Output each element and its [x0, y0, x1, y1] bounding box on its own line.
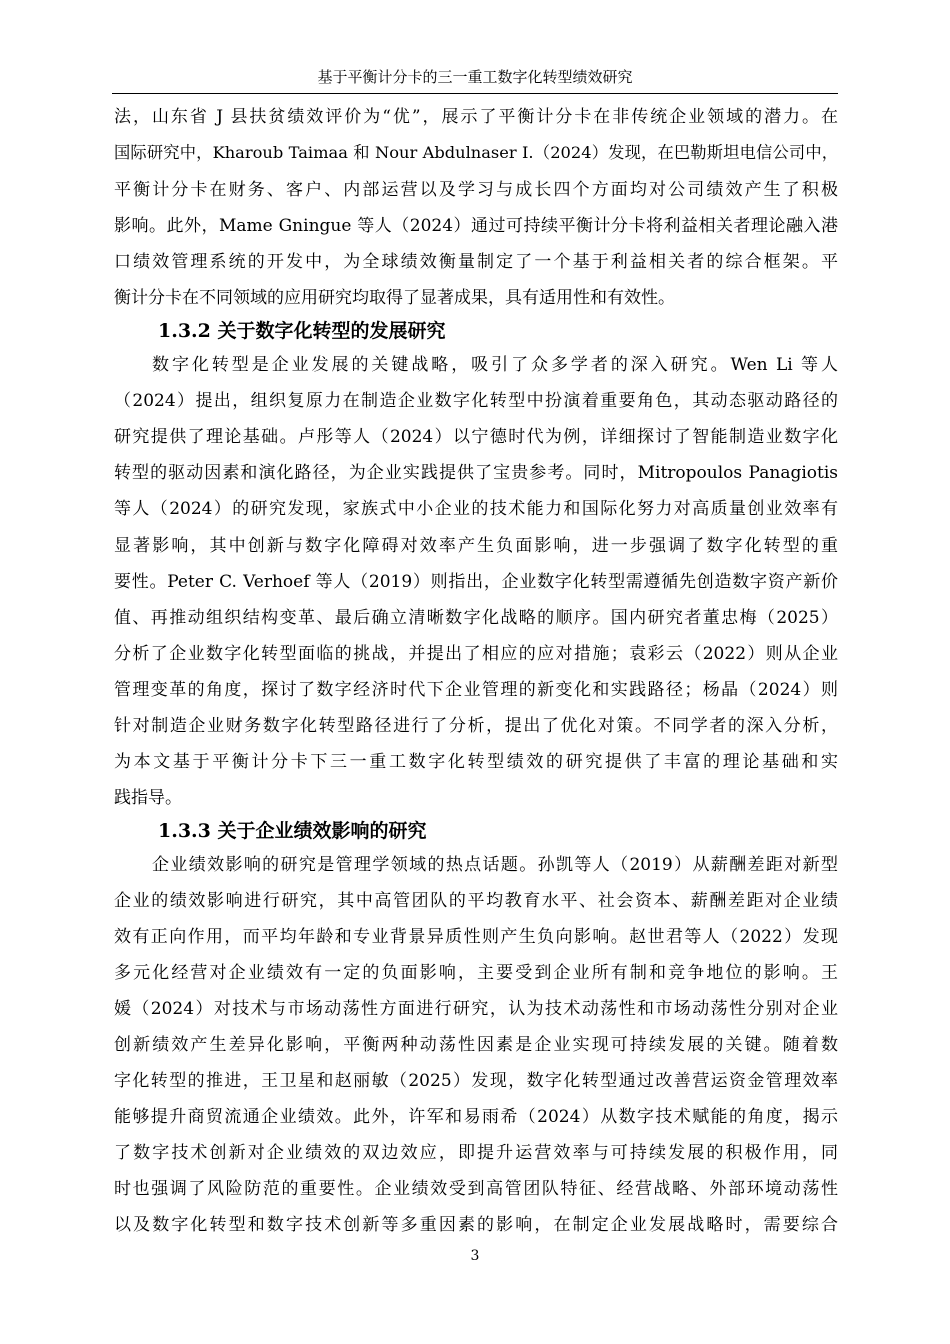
paragraph-line: 转型的驱动因素和演化路径，为企业实践提供了宝贵参考。同时，Mitropoulos Panagiotis	[114, 463, 838, 483]
paragraph-line: 多元化经营对企业绩效有一定的负面影响，主要受到企业所有制和竞争地位的影响。王	[114, 963, 838, 983]
paragraph-line: 效有正向作用，而平均年龄和专业背景异质性则产生负向影响。赵世君等人（2022）发现	[114, 927, 838, 947]
paragraph-line: 研究提供了理论基础。卢彤等人（2024）以宁德时代为例，详细探讨了智能制造业数字化	[114, 427, 838, 447]
paragraph-line: 企业的绩效影响进行研究，其中高管团队的平均教育水平、社会资本、薪酬差距对企业绩	[114, 891, 838, 911]
paragraph-line: 时也强调了风险防范的重要性。企业绩效受到高管团队特征、经营战略、外部环境动荡性	[114, 1179, 838, 1199]
paragraph-line: （2024）提出，组织复原力在制造企业数字化转型中扮演着重要角色，其动态驱动路径的	[114, 391, 838, 411]
header-divider	[112, 93, 838, 94]
paragraph-line: 分析了企业数字化转型面临的挑战，并提出了相应的应对措施；袁彩云（2022）则从企业	[114, 644, 838, 664]
paragraph-line: 字化转型的推进，王卫星和赵丽敏（2025）发现，数字化转型通过改善营运资金管理效率	[114, 1071, 838, 1091]
paragraph-line: 管理变革的角度，探讨了数字经济时代下企业管理的新变化和实践路径；杨晶（2024）则	[114, 680, 838, 700]
paragraph-line: 践指导。	[114, 788, 182, 808]
paragraph-line: 法，山东省 J 县扶贫绩效评价为“优”，展示了平衡计分卡在非传统企业领域的潜力。在	[114, 107, 838, 127]
paragraph-line: 了数字技术创新对企业绩效的双边效应，即提升运营效率与可持续发展的积极作用，同	[114, 1143, 838, 1163]
paragraph-line: 国际研究中，Kharoub Taimaa 和 Nour Abdulnaser I.（2024）发现，在巴勒斯坦电信公司中，	[114, 143, 838, 162]
paragraph-line: 创新绩效产生差异化影响，平衡两种动荡性因素是企业实现可持续发展的关键。随着数	[114, 1035, 838, 1055]
paragraph-line: 影响。此外，Mame Gningue 等人（2024）通过可持续平衡计分卡将利益相关者理论融入港	[114, 216, 838, 236]
paragraph-line: 为本文基于平衡计分卡下三一重工数字化转型绩效的研究提供了丰富的理论基础和实	[114, 752, 838, 772]
paragraph-line: 媛（2024）对技术与市场动荡性方面进行研究，认为技术动荡性和市场动荡性分别对企业	[114, 999, 838, 1019]
paragraph-line: 平衡计分卡在财务、客户、内部运营以及学习与成长四个方面均对公司绩效产生了积极	[114, 180, 838, 200]
paragraph-line: 口绩效管理系统的开发中，为全球绩效衡量制定了一个基于利益相关者的综合框架。平	[114, 252, 838, 272]
section-heading: 1.3.2 关于数字化转型的发展研究	[158, 320, 446, 342]
paragraph-line: 衡计分卡在不同领域的应用研究均取得了显著成果，具有适用性和有效性。	[114, 288, 675, 308]
paragraph-line: 要性。Peter C. Verhoef 等人（2019）则指出，企业数字化转型需遵循先创造数字资产新价	[114, 572, 838, 592]
paragraph-line: 值、再推动组织结构变革、最后确立清晰数字化战略的顺序。国内研究者董忠梅（2025）	[114, 608, 838, 628]
paragraph-line: 显著影响，其中创新与数字化障碍对效率产生负面影响，进一步强调了数字化转型的重	[114, 536, 838, 556]
paragraph-line: 以及数字化转型和数字技术创新等多重因素的影响，在制定企业发展战略时，需要综合	[114, 1215, 838, 1235]
paragraph-line: 等人（2024）的研究发现，家族式中小企业的技术能力和国际化努力对高质量创业效率有	[114, 499, 838, 519]
paragraph-line: 数字化转型是企业发展的关键战略，吸引了众多学者的深入研究。Wen Li 等人	[152, 355, 838, 375]
paragraph-line: 针对制造企业财务数字化转型路径进行了分析，提出了优化对策。不同学者的深入分析，	[114, 716, 838, 736]
paragraph-line: 企业绩效影响的研究是管理学领域的热点话题。孙凯等人（2019）从薪酬差距对新型	[152, 855, 838, 875]
page-number: 3	[470, 1248, 480, 1264]
paragraph-line: 能够提升商贸流通企业绩效。此外，许军和易雨希（2024）从数字技术赋能的角度，揭示	[114, 1107, 838, 1127]
section-heading: 1.3.3 关于企业绩效影响的研究	[158, 820, 427, 842]
running-title: 基于平衡计分卡的三一重工数字化转型绩效研究	[317, 68, 633, 86]
